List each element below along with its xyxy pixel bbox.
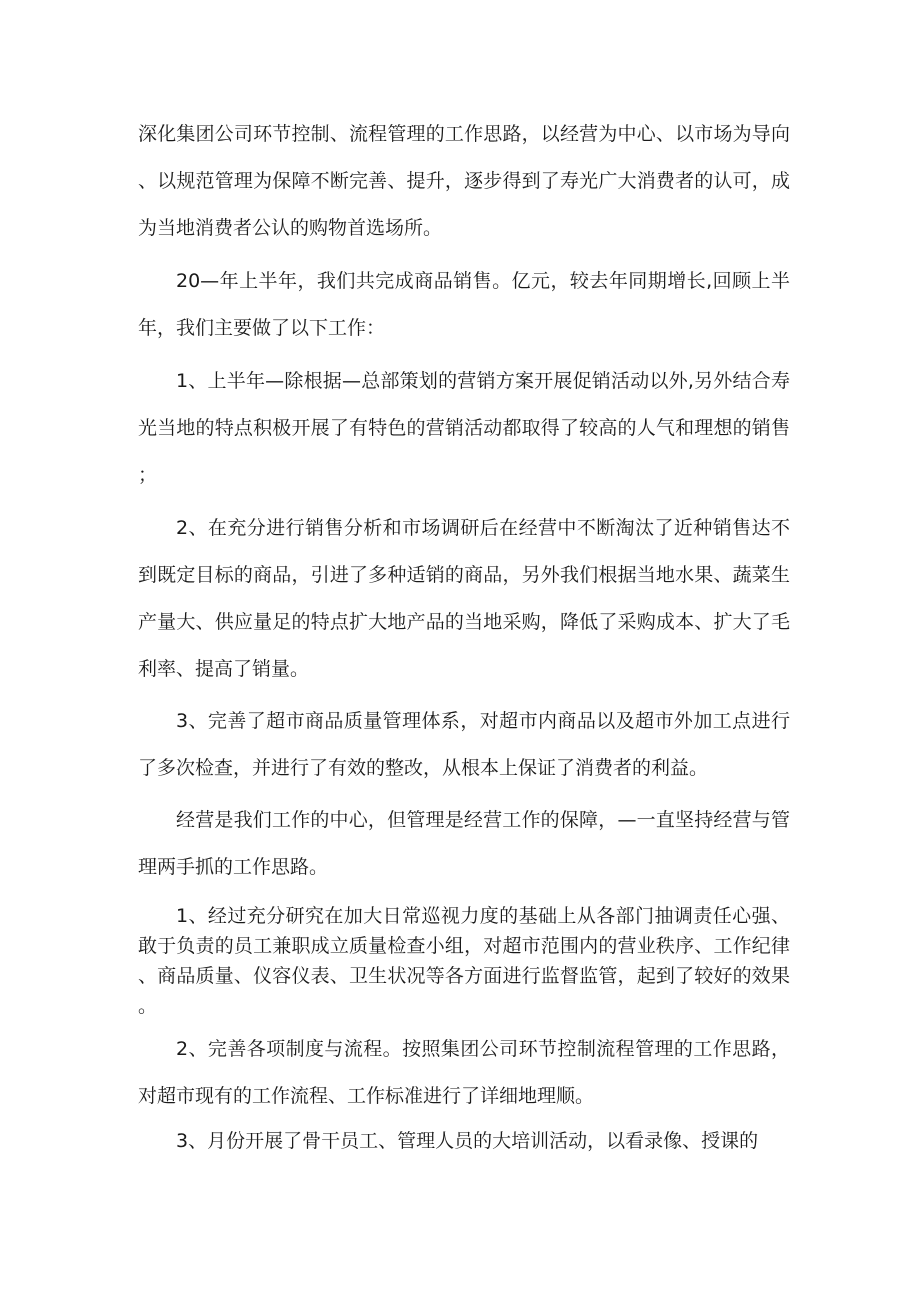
paragraph-item-3-quality: 3、完善了超市商品质量管理体系，对超市内商品以及超市外加工点进行了多次检查，并进行了有效的整改，从根本上保证了消费者的利益。 (138, 710, 790, 779)
paragraph-mgmt-item-2: 2、完善各项制度与流程。按照集团公司环节控制流程管理的工作思路，对超市现有的工作流程、工作标准进行了详细地理顺。 (138, 1038, 790, 1107)
paragraph-management: 经营是我们工作的中心，但管理是经营工作的保障，—一直坚持经营与管理两手抓的工作思路。 (138, 809, 790, 878)
paragraph-item-1-promotion: 1、上半年—除根据—总部策划的营销方案开展促销活动以外,另外结合寿光当地的特点积极开展了有特色的营销活动都取得了较高的人气和理想的销售； (138, 370, 790, 486)
paragraph-mgmt-item-3: 3、月份开展了骨干员工、管理人员的大培训活动，以看录像、授课的 (176, 1130, 759, 1152)
paragraph-item-2-products: 2、在充分进行销售分析和市场调研后在经营中不断淘汰了近种销售达不到既定目标的商品，引进了多种适销的商品，另外我们根据当地水果、蔬菜生产量大、供应量足的特点扩大地产品的当地采购，降低了采购成本、扩大了毛利率、提高了销量。 (138, 517, 790, 680)
paragraph-sales-summary: 20—年上半年，我们共完成商品销售。亿元，较去年同期增长,回顾上半年，我们主要做了以下工作： (138, 270, 790, 339)
paragraph-intro: 深化集团公司环节控制、流程管理的工作思路，以经营为中心、以市场为导向、以规范管理为保障不断完善、提升，逐步得到了寿光广大消费者的认可，成为当地消费者公认的购物首选场所。 (138, 123, 790, 239)
paragraph-mgmt-item-1: 1、经过充分研究在加大日常巡视力度的基础上从各部门抽调责任心强、敢于负责的员工兼职成立质量检查小组，对超市范围内的营业秩序、工作纪律、商品质量、仪容仪表、卫生状况等各方面进行监督监管，起到了较好的效果。 (138, 905, 790, 1017)
